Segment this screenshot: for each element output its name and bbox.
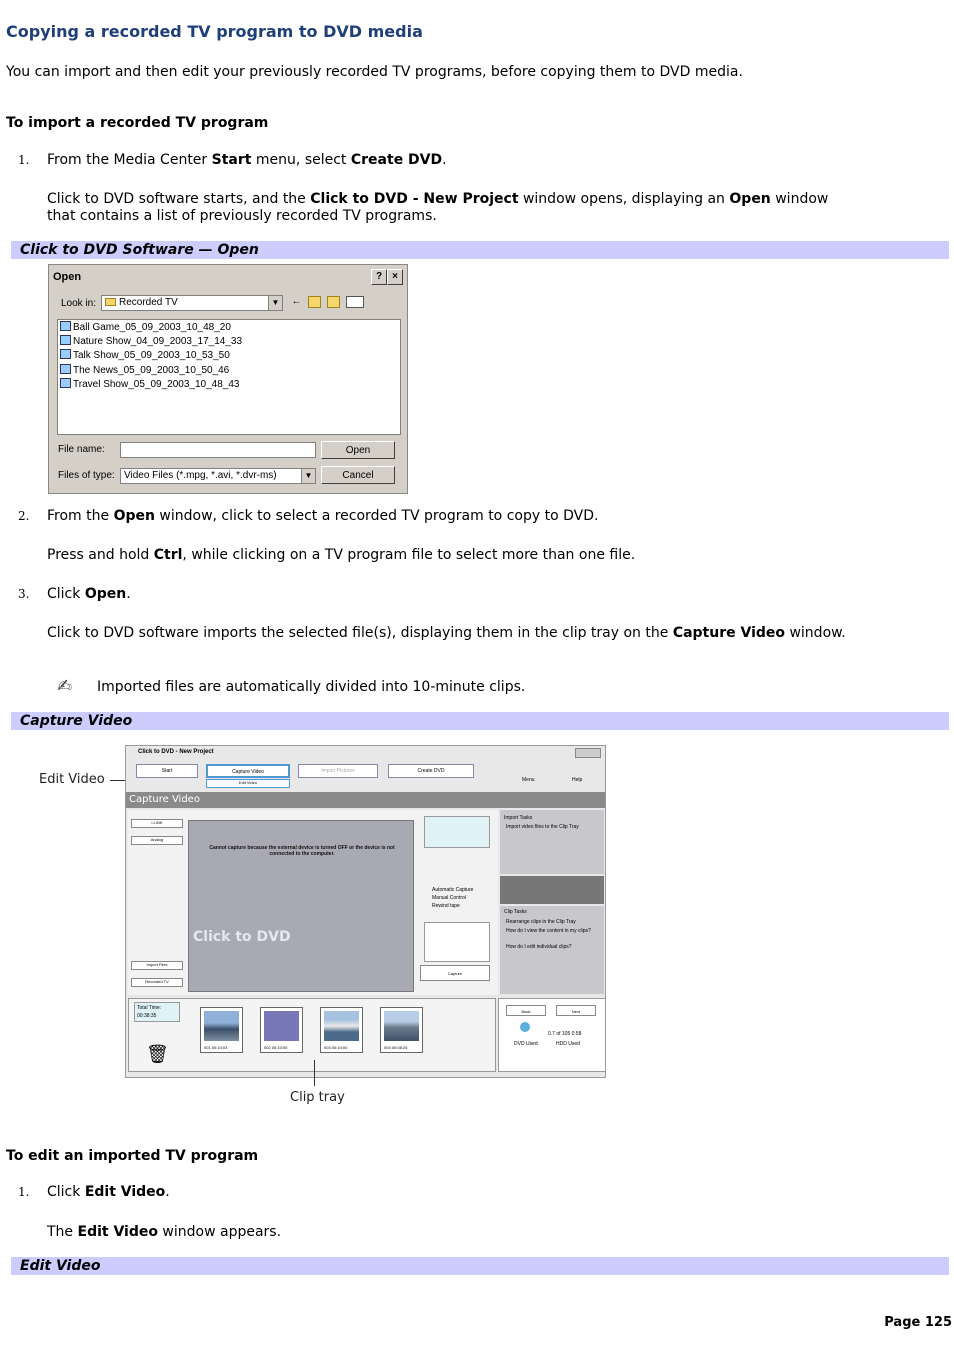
files-of-type-select[interactable]: Video Files (*.mpg, *.avi, *.dvr-ms) ▼: [120, 468, 316, 484]
tab-edit-video[interactable]: Edit Video: [206, 779, 290, 788]
capture-video-header: Capture Video: [126, 792, 605, 808]
total-time-value: 00:38:35: [137, 1013, 157, 1019]
time-display: [424, 816, 490, 848]
list-item[interactable]: Talk Show_05_09_2003_10_53_50: [60, 349, 230, 363]
back-arrow-icon[interactable]: ←: [291, 296, 302, 307]
clip-thumbnail[interactable]: [380, 1007, 423, 1053]
window-controls-icon[interactable]: [575, 748, 601, 758]
import-task-link[interactable]: Import video files to the Clip Tray: [506, 824, 579, 830]
clip-task-link[interactable]: How do I edit individual clips?: [506, 944, 572, 950]
video-file-icon: [60, 364, 71, 374]
list-item[interactable]: Ball Game_05_09_2003_10_48_20: [60, 321, 231, 335]
clip-timecode: 002 00:10:00: [264, 1045, 288, 1050]
chevron-down-icon: ▼: [268, 296, 282, 310]
file-list[interactable]: [57, 319, 401, 435]
callout-line: [314, 1060, 315, 1086]
edit-video-callout: Edit Video: [39, 772, 105, 787]
look-in-label: Look in:: [61, 298, 97, 309]
device-message: Cannot capture because the external device is turned OFF or the device is not connected to the computer.: [209, 845, 395, 857]
source-analog[interactable]: Analog: [131, 836, 183, 845]
disc-usage-icon: [520, 1022, 530, 1032]
step-number: 3.: [18, 587, 30, 601]
video-file-icon: [60, 349, 71, 359]
new-folder-icon[interactable]: [327, 296, 340, 308]
video-file-icon: [60, 321, 71, 331]
video-preview: [188, 820, 414, 992]
step-text: Click Open.: [47, 586, 131, 602]
figure-caption-bar: Click to DVD Software — Open: [11, 241, 949, 259]
source-ilink[interactable]: i.LINK: [131, 819, 183, 828]
capture-button[interactable]: Capture: [420, 965, 490, 981]
step-number: 2.: [18, 509, 30, 523]
look-in-select[interactable]: Recorded TV ▼: [101, 295, 283, 311]
capture-window-title: Click to DVD - New Project: [138, 749, 214, 755]
capture-video-screenshot: [125, 745, 606, 1078]
step-detail: The Edit Video window appears.: [47, 1224, 282, 1240]
clip-image: [324, 1011, 359, 1041]
next-button[interactable]: Next: [556, 1005, 596, 1016]
step-import-pictures[interactable]: Import Pictures: [298, 764, 378, 778]
step-text: From the Media Center Start menu, select Create DVD.: [47, 152, 447, 168]
back-button[interactable]: Back: [506, 1005, 546, 1016]
capture-status-box: [424, 922, 490, 962]
help-button[interactable]: ?: [371, 269, 387, 285]
close-button[interactable]: ×: [387, 269, 403, 285]
intro-text: You can import and then edit your previously recorded TV programs, before copying them to DVD media.: [6, 64, 743, 80]
step-detail: Click to DVD software imports the selected file(s), displaying them in the clip tray on the Capture Video window.: [47, 625, 846, 641]
import-files-button[interactable]: Import Files: [131, 961, 183, 970]
step-text: Click Edit Video.: [47, 1184, 170, 1200]
clip-image: [264, 1011, 299, 1041]
option-rewind-tape[interactable]: Rewind tape: [432, 903, 460, 909]
total-time-label: Total Time:: [137, 1005, 162, 1011]
note-text: Imported files are automatically divided into 10-minute clips.: [97, 679, 526, 695]
video-file-icon: [60, 378, 71, 388]
step-create-dvd[interactable]: Create DVD: [388, 764, 474, 778]
step-start[interactable]: Start: [136, 764, 198, 778]
help-button[interactable]: Help: [572, 777, 583, 783]
file-name-input[interactable]: [120, 442, 316, 458]
clip-tray-callout: Clip tray: [290, 1090, 345, 1105]
page-title: Copying a recorded TV program to DVD media: [6, 22, 423, 41]
step-capture-video[interactable]: Capture Video: [206, 764, 290, 778]
clip-thumbnail[interactable]: [260, 1007, 303, 1053]
dvd-used-label: DVD Used: [514, 1041, 538, 1047]
clip-thumbnail[interactable]: [320, 1007, 363, 1053]
recorded-tv-button[interactable]: Recorded TV: [131, 978, 183, 987]
list-item[interactable]: Nature Show_04_09_2003_17_14_33: [60, 335, 242, 349]
option-automatic-capture[interactable]: Automatic Capture: [432, 887, 474, 893]
total-time-box: [134, 1002, 180, 1022]
clip-task-link[interactable]: Rearrange clips in the Clip Tray: [506, 919, 576, 925]
list-item[interactable]: Travel Show_05_09_2003_10_48_43: [60, 378, 239, 392]
step-number: 1.: [18, 153, 30, 167]
import-tasks-heading: Import Tasks: [504, 815, 533, 821]
figure-caption-bar: Edit Video: [11, 1257, 949, 1275]
capacity-readout: 0.7 of 105 0.58: [548, 1031, 582, 1037]
option-manual-control[interactable]: Manual Control: [432, 895, 466, 901]
click-to-dvd-logo: Click to DVD: [193, 929, 291, 945]
clip-timecode: 003 00:10:00: [324, 1045, 348, 1050]
step-detail: Click to DVD software starts, and the Click to DVD - New Project window opens, displaying an Open window that contains a list of previously recorded TV programs.: [47, 191, 829, 224]
step-number: 1.: [18, 1185, 30, 1199]
trash-icon[interactable]: 🗑: [146, 1044, 169, 1064]
files-of-type-label: Files of type:: [58, 470, 115, 481]
clip-tray: [128, 998, 496, 1072]
clip-thumbnail[interactable]: [200, 1007, 243, 1053]
open-button[interactable]: Open: [321, 441, 395, 459]
dialog-title: Open: [53, 271, 82, 283]
clip-image: [204, 1011, 239, 1041]
menu-button[interactable]: Menu: [522, 777, 535, 783]
cancel-button[interactable]: Cancel: [321, 466, 395, 484]
section-heading-import: To import a recorded TV program: [6, 115, 269, 131]
clip-timecode: 004 00:08:25: [384, 1045, 408, 1050]
open-dialog-screenshot: [48, 264, 408, 494]
clip-image: [384, 1011, 419, 1041]
step-detail: Press and hold Ctrl, while clicking on a TV program file to select more than one file.: [47, 547, 636, 563]
file-name-label: File name:: [58, 444, 105, 455]
view-menu-icon[interactable]: [346, 296, 364, 308]
step-text: From the Open window, click to select a recorded TV program to copy to DVD.: [47, 508, 599, 524]
clip-task-link[interactable]: How do I view the content in my clips?: [506, 928, 591, 934]
figure-caption-bar: Capture Video: [11, 712, 949, 730]
hdd-used-label: HDD Used: [556, 1041, 580, 1047]
clip-timecode: 001 00:10:03: [204, 1045, 228, 1050]
chevron-down-icon: ▼: [301, 469, 315, 483]
clip-tasks-heading: Clip Tasks: [504, 909, 527, 915]
note-pencil-icon: ✍: [57, 676, 73, 697]
folder-icon: [105, 298, 116, 306]
section-heading-edit: To edit an imported TV program: [6, 1148, 259, 1164]
panel-divider: [500, 876, 604, 904]
page-number: Page 125: [884, 1315, 952, 1330]
list-item[interactable]: The News_05_09_2003_10_50_46: [60, 364, 229, 378]
dialog-titlebar: [49, 265, 407, 289]
video-file-icon: [60, 335, 71, 345]
up-folder-icon[interactable]: [308, 296, 321, 308]
